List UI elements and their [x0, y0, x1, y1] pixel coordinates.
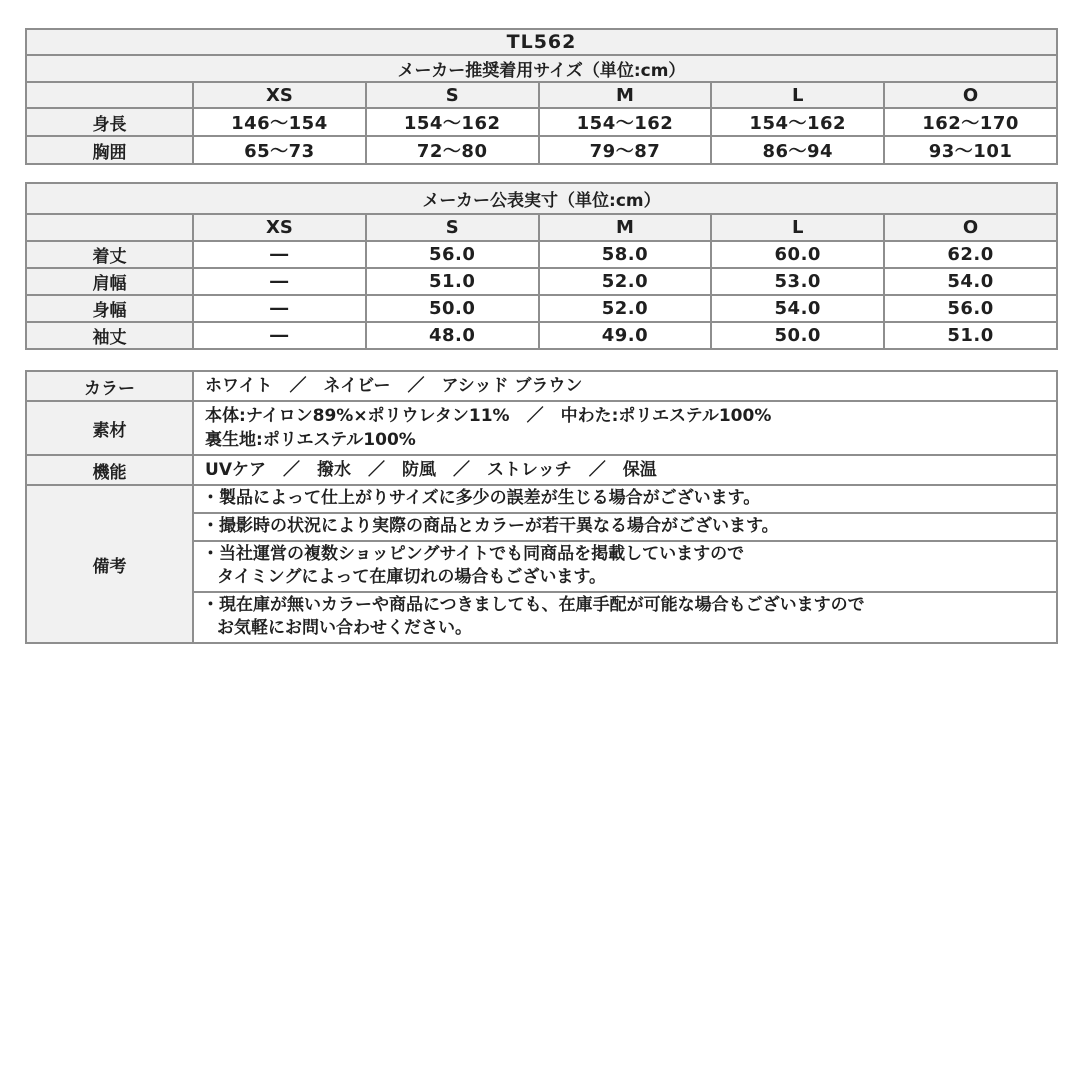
table-row: [26, 241, 1057, 268]
measure-value: 56.0: [884, 295, 1057, 322]
size-value: 154～162: [711, 108, 884, 136]
notes-label: 備考: [26, 485, 193, 643]
col-header-s: S: [366, 214, 539, 241]
measure-value: 54.0: [711, 295, 884, 322]
note-text: ・撮影時の状況により実際の商品とカラーが若干異なる場合がございます。: [202, 516, 779, 536]
notes-content: [193, 485, 1057, 643]
measure-value: 51.0: [366, 268, 539, 295]
size-value: 86～94: [711, 136, 884, 164]
material-line-2: 裏生地:ポリエステル100%: [205, 430, 416, 450]
table-title-row: [26, 55, 1057, 82]
measure-value: ―: [193, 295, 366, 322]
note-text: ・当社運営の複数ショッピングサイトでも同商品を掲載していますので: [202, 544, 745, 564]
function-value: UVケア ／ 撥水 ／ 防風 ／ ストレッチ ／ 保温: [193, 455, 1057, 485]
color-row: [26, 371, 1057, 401]
measure-value: 54.0: [884, 268, 1057, 295]
measure-value: ―: [193, 241, 366, 268]
measure-value: 56.0: [366, 241, 539, 268]
corner-cell: [26, 82, 193, 108]
actual-measurement-table: [25, 182, 1058, 350]
note-text: お気軽にお問い合わせください。: [217, 618, 473, 638]
table-row: [26, 108, 1057, 136]
recommended-size-table: [25, 28, 1058, 165]
table-row: [26, 268, 1057, 295]
col-header-m: M: [539, 82, 712, 108]
model-row: [26, 29, 1057, 55]
col-header-xs: XS: [193, 214, 366, 241]
color-label: カラー: [26, 371, 193, 401]
col-header-s: S: [366, 82, 539, 108]
function-label: 機能: [26, 455, 193, 485]
note-text: ・現在庫が無いカラーや商品につきましても、在庫手配が可能な場合もございますので: [202, 595, 865, 615]
measure-value: 62.0: [884, 241, 1057, 268]
measure-value: 51.0: [884, 322, 1057, 349]
table-title-row: [26, 183, 1057, 214]
measure-value: 49.0: [539, 322, 712, 349]
col-header-l: L: [711, 214, 884, 241]
measure-value: 58.0: [539, 241, 712, 268]
measure-value: 52.0: [539, 268, 712, 295]
measure-value: 50.0: [711, 322, 884, 349]
function-row: [26, 455, 1057, 485]
spec-sheet: [25, 28, 1058, 644]
col-header-o: O: [884, 214, 1057, 241]
measure-value: 52.0: [539, 295, 712, 322]
row-label-height: 身長: [26, 108, 193, 136]
note-item: [194, 486, 1056, 512]
size-header-row: [26, 214, 1057, 241]
measure-value: ―: [193, 322, 366, 349]
material-line-1: 本体:ナイロン89%×ポリウレタン11% ／ 中わた:ポリエステル100%: [205, 406, 772, 426]
recommended-size-title: メーカー推奨着用サイズ（単位:cm）: [26, 55, 1057, 82]
size-value: 162～170: [884, 108, 1057, 136]
row-label-sleeve-length: 袖丈: [26, 322, 193, 349]
actual-measurement-title: メーカー公表実寸（単位:cm）: [26, 183, 1057, 214]
note-item: [194, 512, 1056, 540]
measure-value: 48.0: [366, 322, 539, 349]
row-label-body-width: 身幅: [26, 295, 193, 322]
row-label-chest: 胸囲: [26, 136, 193, 164]
product-detail-table: [25, 370, 1058, 644]
size-value: 93～101: [884, 136, 1057, 164]
note-item: [194, 591, 1056, 642]
material-label: 素材: [26, 401, 193, 455]
col-header-l: L: [711, 82, 884, 108]
measure-value: 60.0: [711, 241, 884, 268]
row-label-body-length: 着丈: [26, 241, 193, 268]
material-row: [26, 401, 1057, 455]
size-header-row: [26, 82, 1057, 108]
note-item: [194, 540, 1056, 591]
notes-row: [26, 485, 1057, 643]
material-value: [193, 401, 1057, 455]
col-header-m: M: [539, 214, 712, 241]
note-text: ・製品によって仕上がりサイズに多少の誤差が生じる場合がございます。: [202, 488, 761, 508]
size-value: 65～73: [193, 136, 366, 164]
note-text: タイミングによって在庫切れの場合もございます。: [217, 567, 606, 587]
table-row: [26, 295, 1057, 322]
table-row: [26, 136, 1057, 164]
model-code: TL562: [26, 29, 1057, 55]
size-value: 79～87: [539, 136, 712, 164]
measure-value: 50.0: [366, 295, 539, 322]
size-value: 154～162: [539, 108, 712, 136]
size-value: 146～154: [193, 108, 366, 136]
col-header-o: O: [884, 82, 1057, 108]
row-label-shoulder-width: 肩幅: [26, 268, 193, 295]
color-value: ホワイト ／ ネイビー ／ アシッド ブラウン: [193, 371, 1057, 401]
size-value: 72～80: [366, 136, 539, 164]
measure-value: ―: [193, 268, 366, 295]
corner-cell: [26, 214, 193, 241]
size-value: 154～162: [366, 108, 539, 136]
col-header-xs: XS: [193, 82, 366, 108]
table-row: [26, 322, 1057, 349]
measure-value: 53.0: [711, 268, 884, 295]
